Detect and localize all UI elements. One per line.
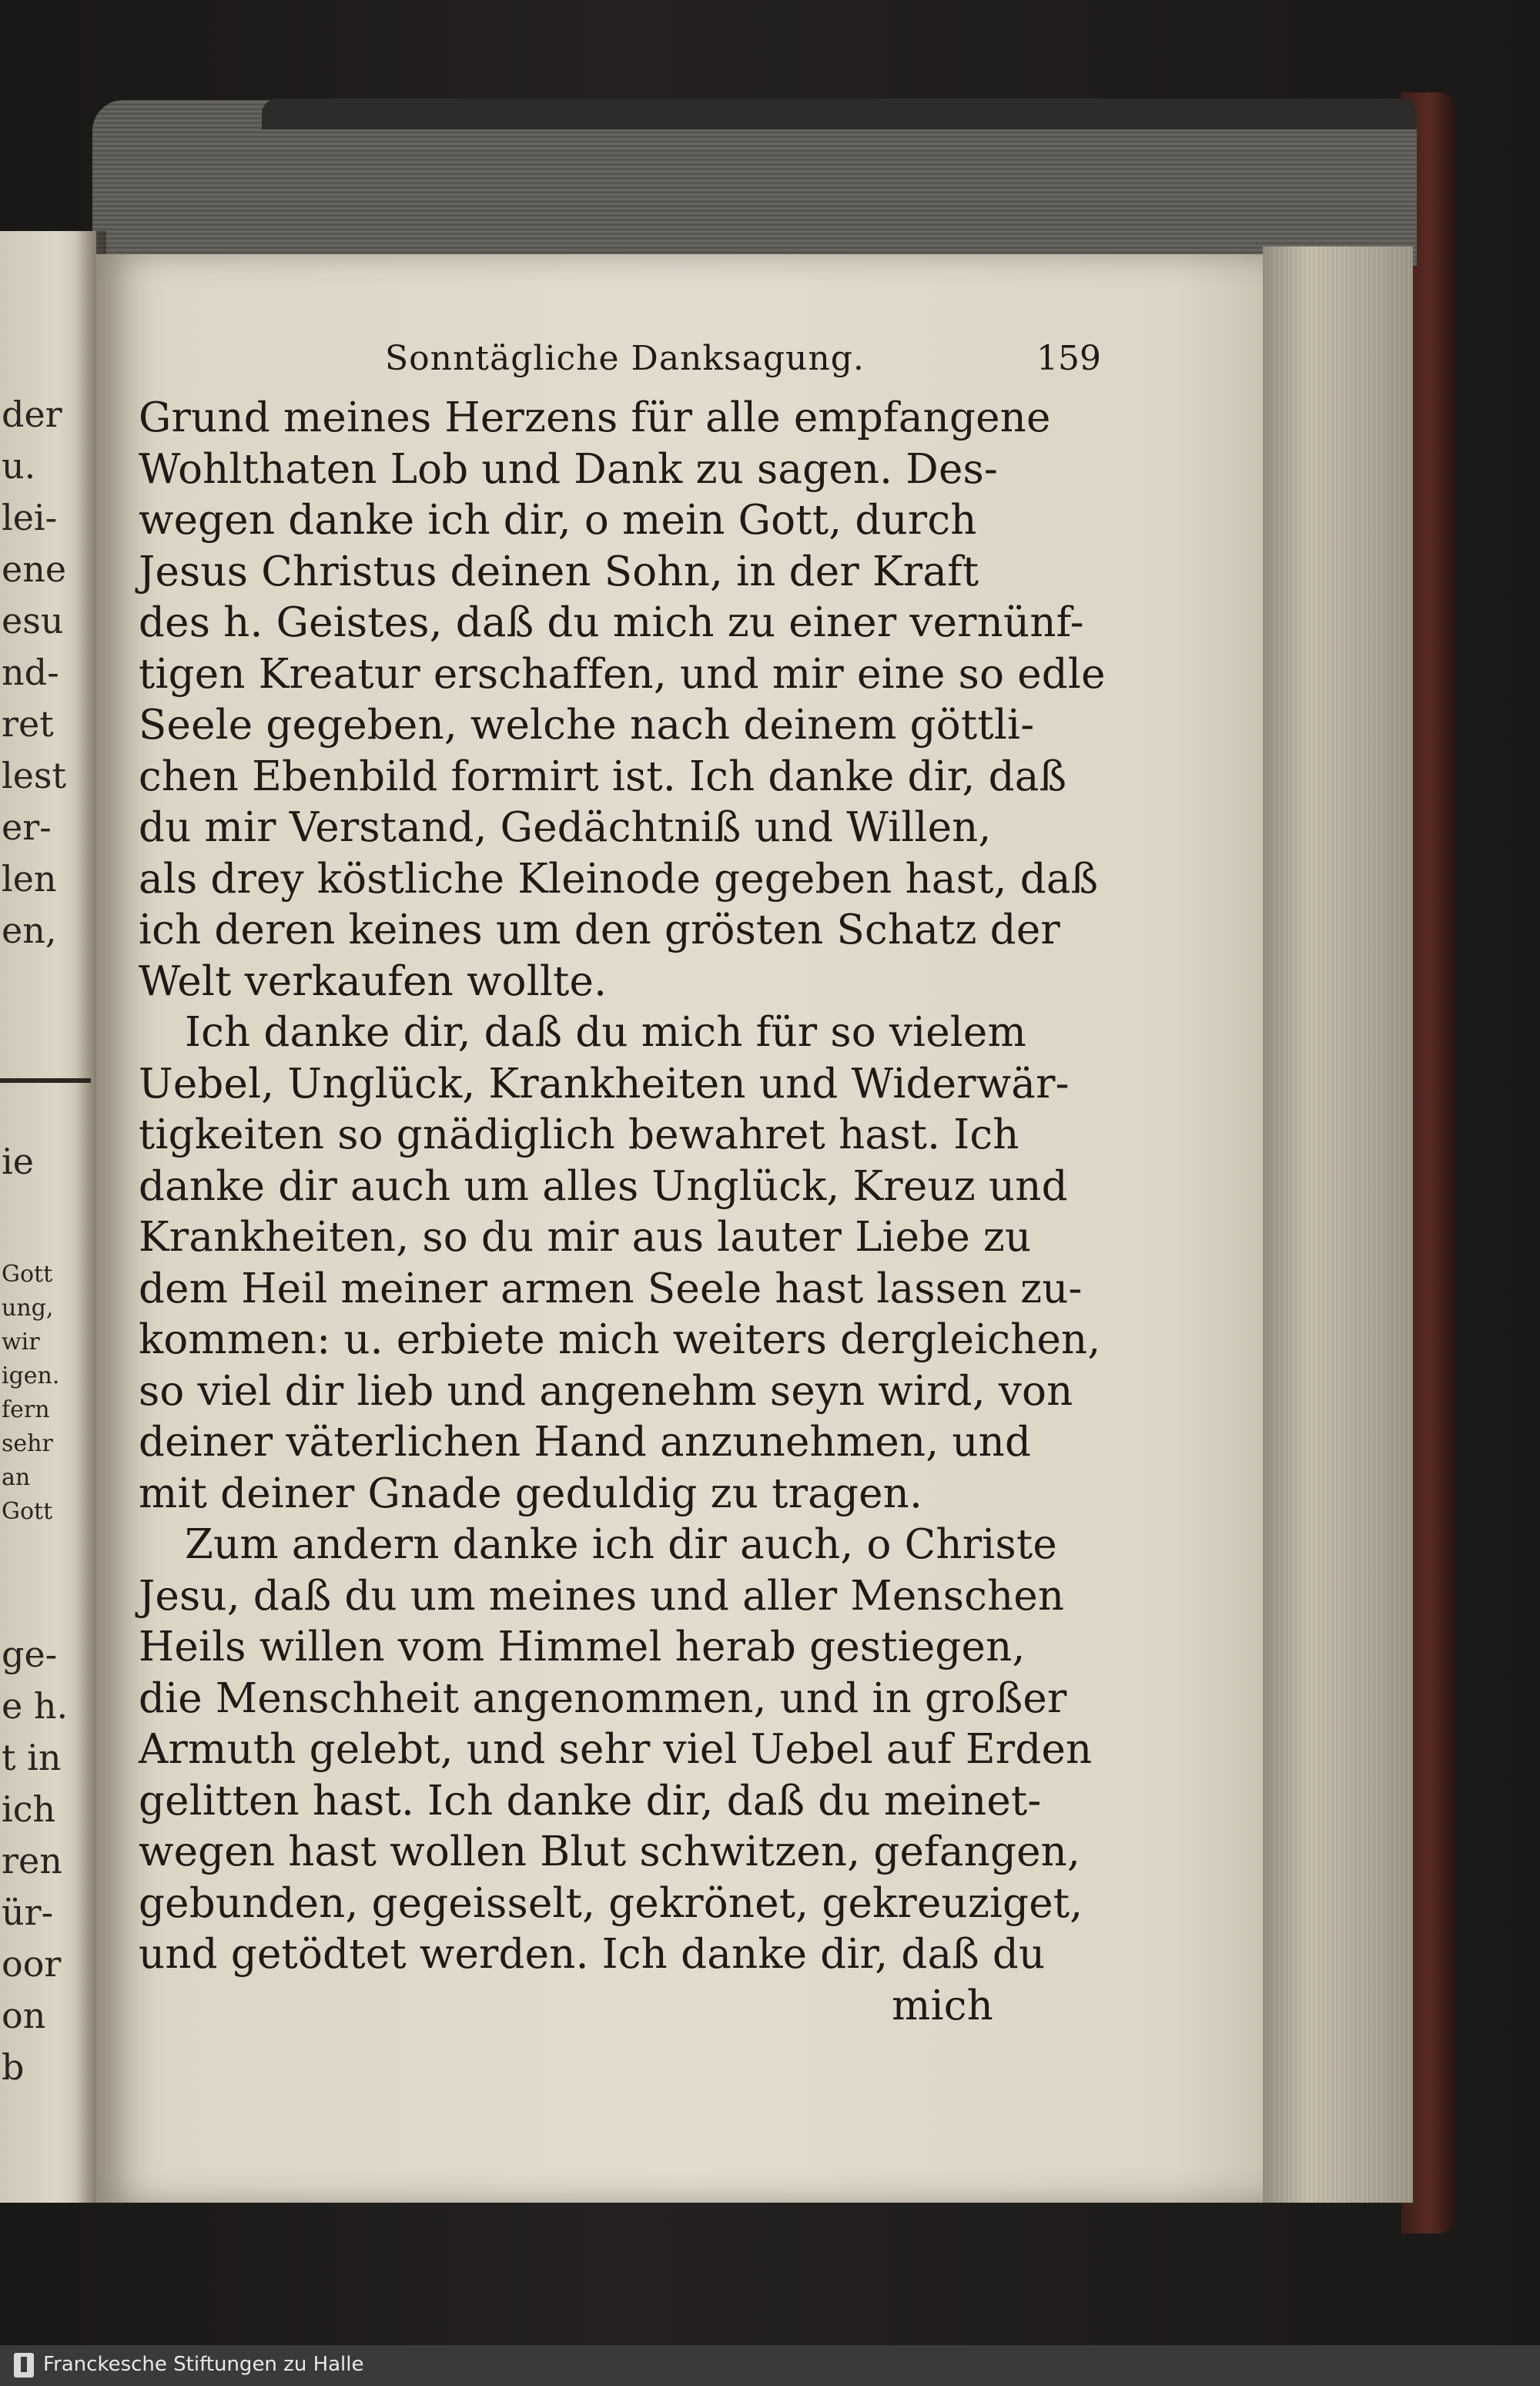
left-line-fragment: igen. <box>2 1362 60 1389</box>
footer-bar <box>0 2345 1540 2386</box>
left-line-fragment: oor <box>2 1943 62 1985</box>
section-rule <box>0 1078 91 1083</box>
text-line: Grund meines Herzens für alle empfangene <box>139 394 1051 441</box>
running-head <box>139 339 1124 393</box>
left-line-fragment: der <box>2 394 62 435</box>
left-line-fragment: nd- <box>2 652 59 693</box>
text-line: mit deiner Gnade geduldig zu tragen. <box>139 1469 923 1517</box>
left-line-fragment: on <box>2 1995 46 2036</box>
left-line-fragment: lei- <box>2 497 58 538</box>
left-line-fragment: sehr <box>2 1430 53 1457</box>
left-line-fragment: u. <box>2 445 36 487</box>
text-line: Krankheiten, so du mir aus lauter Liebe zu <box>139 1214 1032 1261</box>
left-line-fragment: lest <box>2 755 67 796</box>
text-line: des h. Geistes, daß du mich zu einer vernünf- <box>139 599 1084 646</box>
text-line: Heils willen vom Himmel herab gestiegen, <box>139 1624 1026 1671</box>
left-line-fragment: ret <box>2 703 54 745</box>
text-line: tigen Kreatur erschaffen, und mir eine so edle <box>139 650 1106 698</box>
left-line-fragment: en, <box>2 910 57 951</box>
left-line-fragment: fern <box>2 1396 50 1423</box>
page-body <box>139 339 1124 2032</box>
text-line: so viel dir lieb und angenehm seyn wird, von <box>139 1367 1073 1415</box>
left-line-fragment: er- <box>2 806 52 848</box>
page-number: 159 <box>1036 339 1101 378</box>
institution-logo-icon <box>14 2353 34 2378</box>
left-line-fragment: wir <box>2 1329 40 1356</box>
text-line: Seele gegeben, welche nach deinem göttli- <box>139 702 1035 749</box>
text-line: Ich danke dir, daß du mich für so vielem <box>185 1009 1026 1056</box>
text-line: Zum andern danke ich dir auch, o Christe <box>185 1521 1057 1568</box>
left-line-fragment: ene <box>2 548 67 590</box>
text-line: und getödtet werden. Ich danke dir, daß du <box>139 1931 1046 1978</box>
book-cover-top <box>262 99 1417 129</box>
text-line: gebunden, gegeisselt, gekrönet, gekreuziget, <box>139 1879 1083 1927</box>
left-line-fragment: t in <box>2 1737 62 1778</box>
left-line-fragment: ung, <box>2 1295 54 1322</box>
left-line-fragment: Gott <box>2 1261 53 1288</box>
left-line-fragment: e h. <box>2 1685 69 1727</box>
left-line-fragment: esu <box>2 600 64 642</box>
text-line: wegen danke ich dir, o mein Gott, durch <box>139 497 977 544</box>
text-line: ich deren keines um den grösten Schatz der <box>139 906 1060 953</box>
left-line-fragment: an <box>2 1464 31 1491</box>
text-line: Uebel, Unglück, Krankheiten und Widerwär- <box>139 1060 1070 1108</box>
left-line-fragment: ich <box>2 1788 56 1830</box>
text-line: Welt verkaufen wollte. <box>139 957 608 1005</box>
text-lines <box>139 393 1124 1981</box>
footer-credit: Franckesche Stiftungen zu Halle <box>43 2353 364 2376</box>
catchword: mich <box>892 1982 993 2029</box>
text-line: du mir Verstand, Gedächtniß und Willen, <box>139 804 992 851</box>
text-line: Jesus Christus deinen Sohn, in der Kraft <box>139 548 979 595</box>
text-line: dem Heil meiner armen Seele hast lassen zu- <box>139 1265 1083 1312</box>
text-line: Armuth gelebt, und sehr viel Uebel auf Erden <box>139 1726 1093 1773</box>
text-line: chen Ebenbild formirt ist. Ich danke dir, daß <box>139 752 1067 800</box>
text-line: gelitten hast. Ich danke dir, daß du meinet- <box>139 1777 1042 1825</box>
left-line-fragment: len <box>2 858 57 900</box>
text-line: wegen hast wollen Blut schwitzen, gefangen, <box>139 1828 1081 1875</box>
text-line: die Menschheit angenommen, und in großer <box>139 1674 1067 1722</box>
text-line: kommen: u. erbiete mich weiters dergleichen, <box>139 1316 1101 1363</box>
left-line-fragment: ge- <box>2 1634 58 1675</box>
left-line-fragment: ür- <box>2 1892 54 1933</box>
left-line-fragment: Gott <box>2 1498 53 1525</box>
fore-edge-shadow <box>1263 246 1413 2203</box>
left-line-fragment: ren <box>2 1840 62 1882</box>
text-line: als drey köstliche Kleinode gegeben hast, daß <box>139 855 1099 903</box>
left-line-fragment: ie <box>2 1141 34 1182</box>
running-head-title: Sonntägliche Danksagung. <box>385 339 865 378</box>
text-line: Jesu, daß du um meines und aller Menschen <box>139 1572 1065 1620</box>
text-line: deiner väterlichen Hand anzunehmen, und <box>139 1419 1032 1466</box>
text-line: danke dir auch um alles Unglück, Kreuz und <box>139 1162 1068 1210</box>
text-line: tigkeiten so gnädiglich bewahret hast. Ich <box>139 1111 1019 1158</box>
left-line-fragment: b <box>2 2046 25 2088</box>
text-line: Wohlthaten Lob und Dank zu sagen. Des- <box>139 445 999 493</box>
